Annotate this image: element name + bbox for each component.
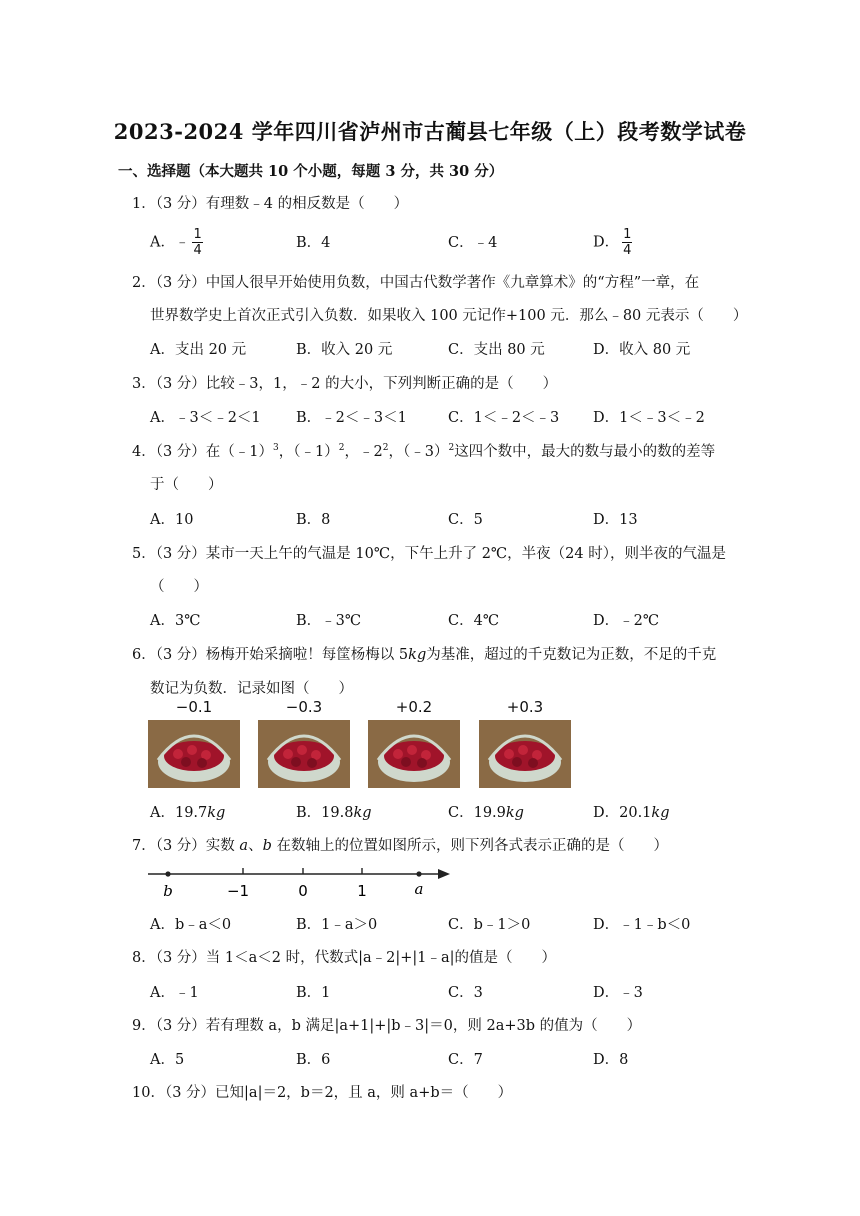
fraction — [192, 228, 202, 257]
text: 为基准，超过的千克数记为正数，不足的千克 — [426, 647, 717, 663]
exponent: 2 — [338, 443, 345, 454]
basket-image — [479, 720, 571, 788]
question-7-options — [150, 913, 750, 935]
question-3-options — [150, 406, 750, 428]
arrow-head-icon — [438, 869, 450, 879]
option-d: D．﹣1﹣b＜0 — [593, 917, 691, 933]
text: ，（﹣3） — [388, 444, 449, 460]
question-7-stem — [132, 834, 668, 855]
option-a: A．﹣1 — [150, 985, 199, 1001]
option-value: B．19.8 — [296, 805, 354, 821]
unit-kg: kg — [408, 647, 427, 663]
basket-photo-4 — [479, 698, 571, 788]
axis-label-1: 1 — [357, 882, 367, 900]
axis-label-neg1: −1 — [226, 882, 250, 900]
text: 在数轴上的位置如图所示，则下列各式表示正确的是（ ） — [271, 838, 668, 854]
option-b: B．1﹣a＞0 — [296, 917, 378, 933]
point-a — [416, 871, 421, 876]
text: ，（﹣1） — [278, 444, 339, 460]
option-b: B．6 — [296, 1052, 331, 1068]
option-d: D．﹣2℃ — [593, 613, 660, 629]
unit-kg: kg — [353, 805, 372, 821]
option-a: A．5 — [150, 1052, 185, 1068]
option-a-prefix: A．﹣ — [150, 234, 190, 251]
option-b: B．8 — [296, 512, 331, 528]
option-d-prefix: D． — [593, 234, 620, 251]
option-a: A．b﹣a＜0 — [150, 917, 232, 933]
denominator: 4 — [623, 243, 632, 258]
number-line — [148, 858, 452, 902]
basket-photos — [148, 698, 578, 790]
text: 这四个数中，最大的数与最小的数的差等 — [454, 444, 716, 460]
option-a: A．10 — [150, 512, 194, 528]
option-c: C．4℃ — [448, 613, 500, 629]
question-1-stem: 1．（3 分）有理数﹣4 的相反数是（ ） — [132, 196, 409, 212]
point-b — [165, 871, 170, 876]
question-9-stem: 9．（3 分）若有理数 a，b 满足|a+1|+|b﹣3|＝0，则 2a+3b 的值为（ ） — [132, 1018, 642, 1034]
exponent: 2 — [382, 443, 389, 454]
option-a — [150, 801, 225, 822]
text: 4．（3 分）在（﹣1） — [132, 444, 274, 460]
option-b: B．1 — [296, 985, 331, 1001]
question-4-stem-cont: 于（ ） — [150, 477, 223, 493]
option-b: B．4 — [296, 235, 331, 251]
option-c: C．5 — [448, 512, 483, 528]
option-value: A．19.7 — [150, 805, 208, 821]
numerator: 1 — [193, 227, 202, 242]
basket-image — [258, 720, 350, 788]
option-c: C．b﹣1＞0 — [448, 917, 531, 933]
option-b: B．﹣3℃ — [296, 613, 362, 629]
variable-b: b — [262, 838, 272, 854]
option-d: D．13 — [593, 512, 638, 528]
unit-kg: kg — [505, 805, 524, 821]
option-c: C．3 — [448, 985, 483, 1001]
basket-label: −0.1 — [175, 698, 213, 716]
option-d: D．8 — [593, 1052, 629, 1068]
exponent: 3 — [273, 443, 279, 454]
option-c: C．﹣4 — [448, 235, 498, 251]
question-2-stem: 2．（3 分）中国人很早开始使用负数，中国古代数学著作《九章算术》的“方程”一章，在 — [132, 275, 700, 291]
option-a — [150, 228, 203, 257]
exponent: 2 — [448, 443, 455, 454]
option-c — [448, 801, 524, 822]
variable-a: a — [239, 838, 249, 854]
question-5-options — [150, 609, 750, 631]
option-a: A．支出 20 元 — [150, 342, 247, 358]
section-heading: 一、选择题（本大题共 10 个小题，每题 3 分，共 30 分） — [118, 163, 504, 180]
option-b — [296, 801, 372, 822]
axis-label-0: 0 — [298, 882, 308, 900]
option-d — [593, 228, 632, 257]
option-c: C．7 — [448, 1052, 483, 1068]
option-b: B．﹣2＜﹣3＜1 — [296, 410, 407, 426]
basket-label: +0.3 — [506, 698, 544, 716]
question-8-options — [150, 981, 750, 1003]
option-value: D．20.1 — [593, 805, 652, 821]
option-d — [593, 801, 670, 822]
question-3-stem: 3．（3 分）比较﹣3，1，﹣2 的大小，下列判断正确的是（ ） — [132, 376, 558, 392]
option-c: C．1＜﹣2＜﹣3 — [448, 410, 560, 426]
question-10-stem: 10．（3 分）已知|a|＝2，b＝2，且 a，则 a+b＝（ ） — [132, 1085, 513, 1101]
axis-label-b: b — [163, 882, 173, 900]
option-c: C．支出 80 元 — [448, 342, 545, 358]
axis-label-a: a — [414, 880, 424, 898]
question-2-stem-cont: 世界数学史上首次正式引入负数．如果收入 100 元记作+100 元．那么﹣80 元表示（ ） — [150, 308, 748, 324]
question-1-options — [150, 227, 750, 258]
unit-kg: kg — [651, 805, 670, 821]
text: 、 — [248, 838, 263, 854]
text: 7．（3 分）实数 — [132, 838, 240, 854]
question-5-stem: 5．（3 分）某市一天上午的气温是 10℃，下午上升了 2℃，半夜（24 时），则半夜的气温是 — [132, 546, 726, 562]
basket-photo-3 — [368, 698, 460, 788]
text: ，﹣2 — [344, 444, 383, 460]
basket-photo-2 — [258, 698, 350, 788]
unit-kg: kg — [207, 805, 226, 821]
basket-image — [368, 720, 460, 788]
question-6-options — [150, 801, 750, 823]
denominator: 4 — [193, 243, 202, 258]
option-a: A．﹣3＜﹣2＜1 — [150, 410, 261, 426]
option-a: A．3℃ — [150, 613, 201, 629]
option-d: D．﹣3 — [593, 985, 643, 1001]
fraction — [622, 228, 632, 257]
option-value: C．19.9 — [448, 805, 506, 821]
basket-image — [148, 720, 240, 788]
question-9-options — [150, 1048, 750, 1070]
basket-label: −0.3 — [285, 698, 323, 716]
text: 6．（3 分）杨梅开始采摘啦！每筐杨梅以 5 — [132, 647, 409, 663]
question-4-options — [150, 508, 750, 530]
question-8-stem: 8．（3 分）当 1＜a＜2 时，代数式|a﹣2|+|1﹣a|的值是（ ） — [132, 950, 557, 966]
basket-label: +0.2 — [395, 698, 433, 716]
question-2-options — [150, 338, 750, 360]
option-d: D．收入 80 元 — [593, 342, 691, 358]
numerator: 1 — [623, 227, 632, 242]
question-4-stem — [132, 440, 715, 461]
question-6-stem-cont: 数记为负数．记录如图（ ） — [150, 681, 353, 697]
option-d: D．1＜﹣3＜﹣2 — [593, 410, 705, 426]
basket-photo-1 — [148, 698, 240, 788]
option-b: B．收入 20 元 — [296, 342, 393, 358]
question-6-stem — [132, 643, 716, 664]
question-5-stem-cont: （ ） — [150, 579, 208, 595]
exam-title: 2023-2024 学年四川省泸州市古蔺县七年级（上）段考数学试卷 — [113, 119, 747, 144]
